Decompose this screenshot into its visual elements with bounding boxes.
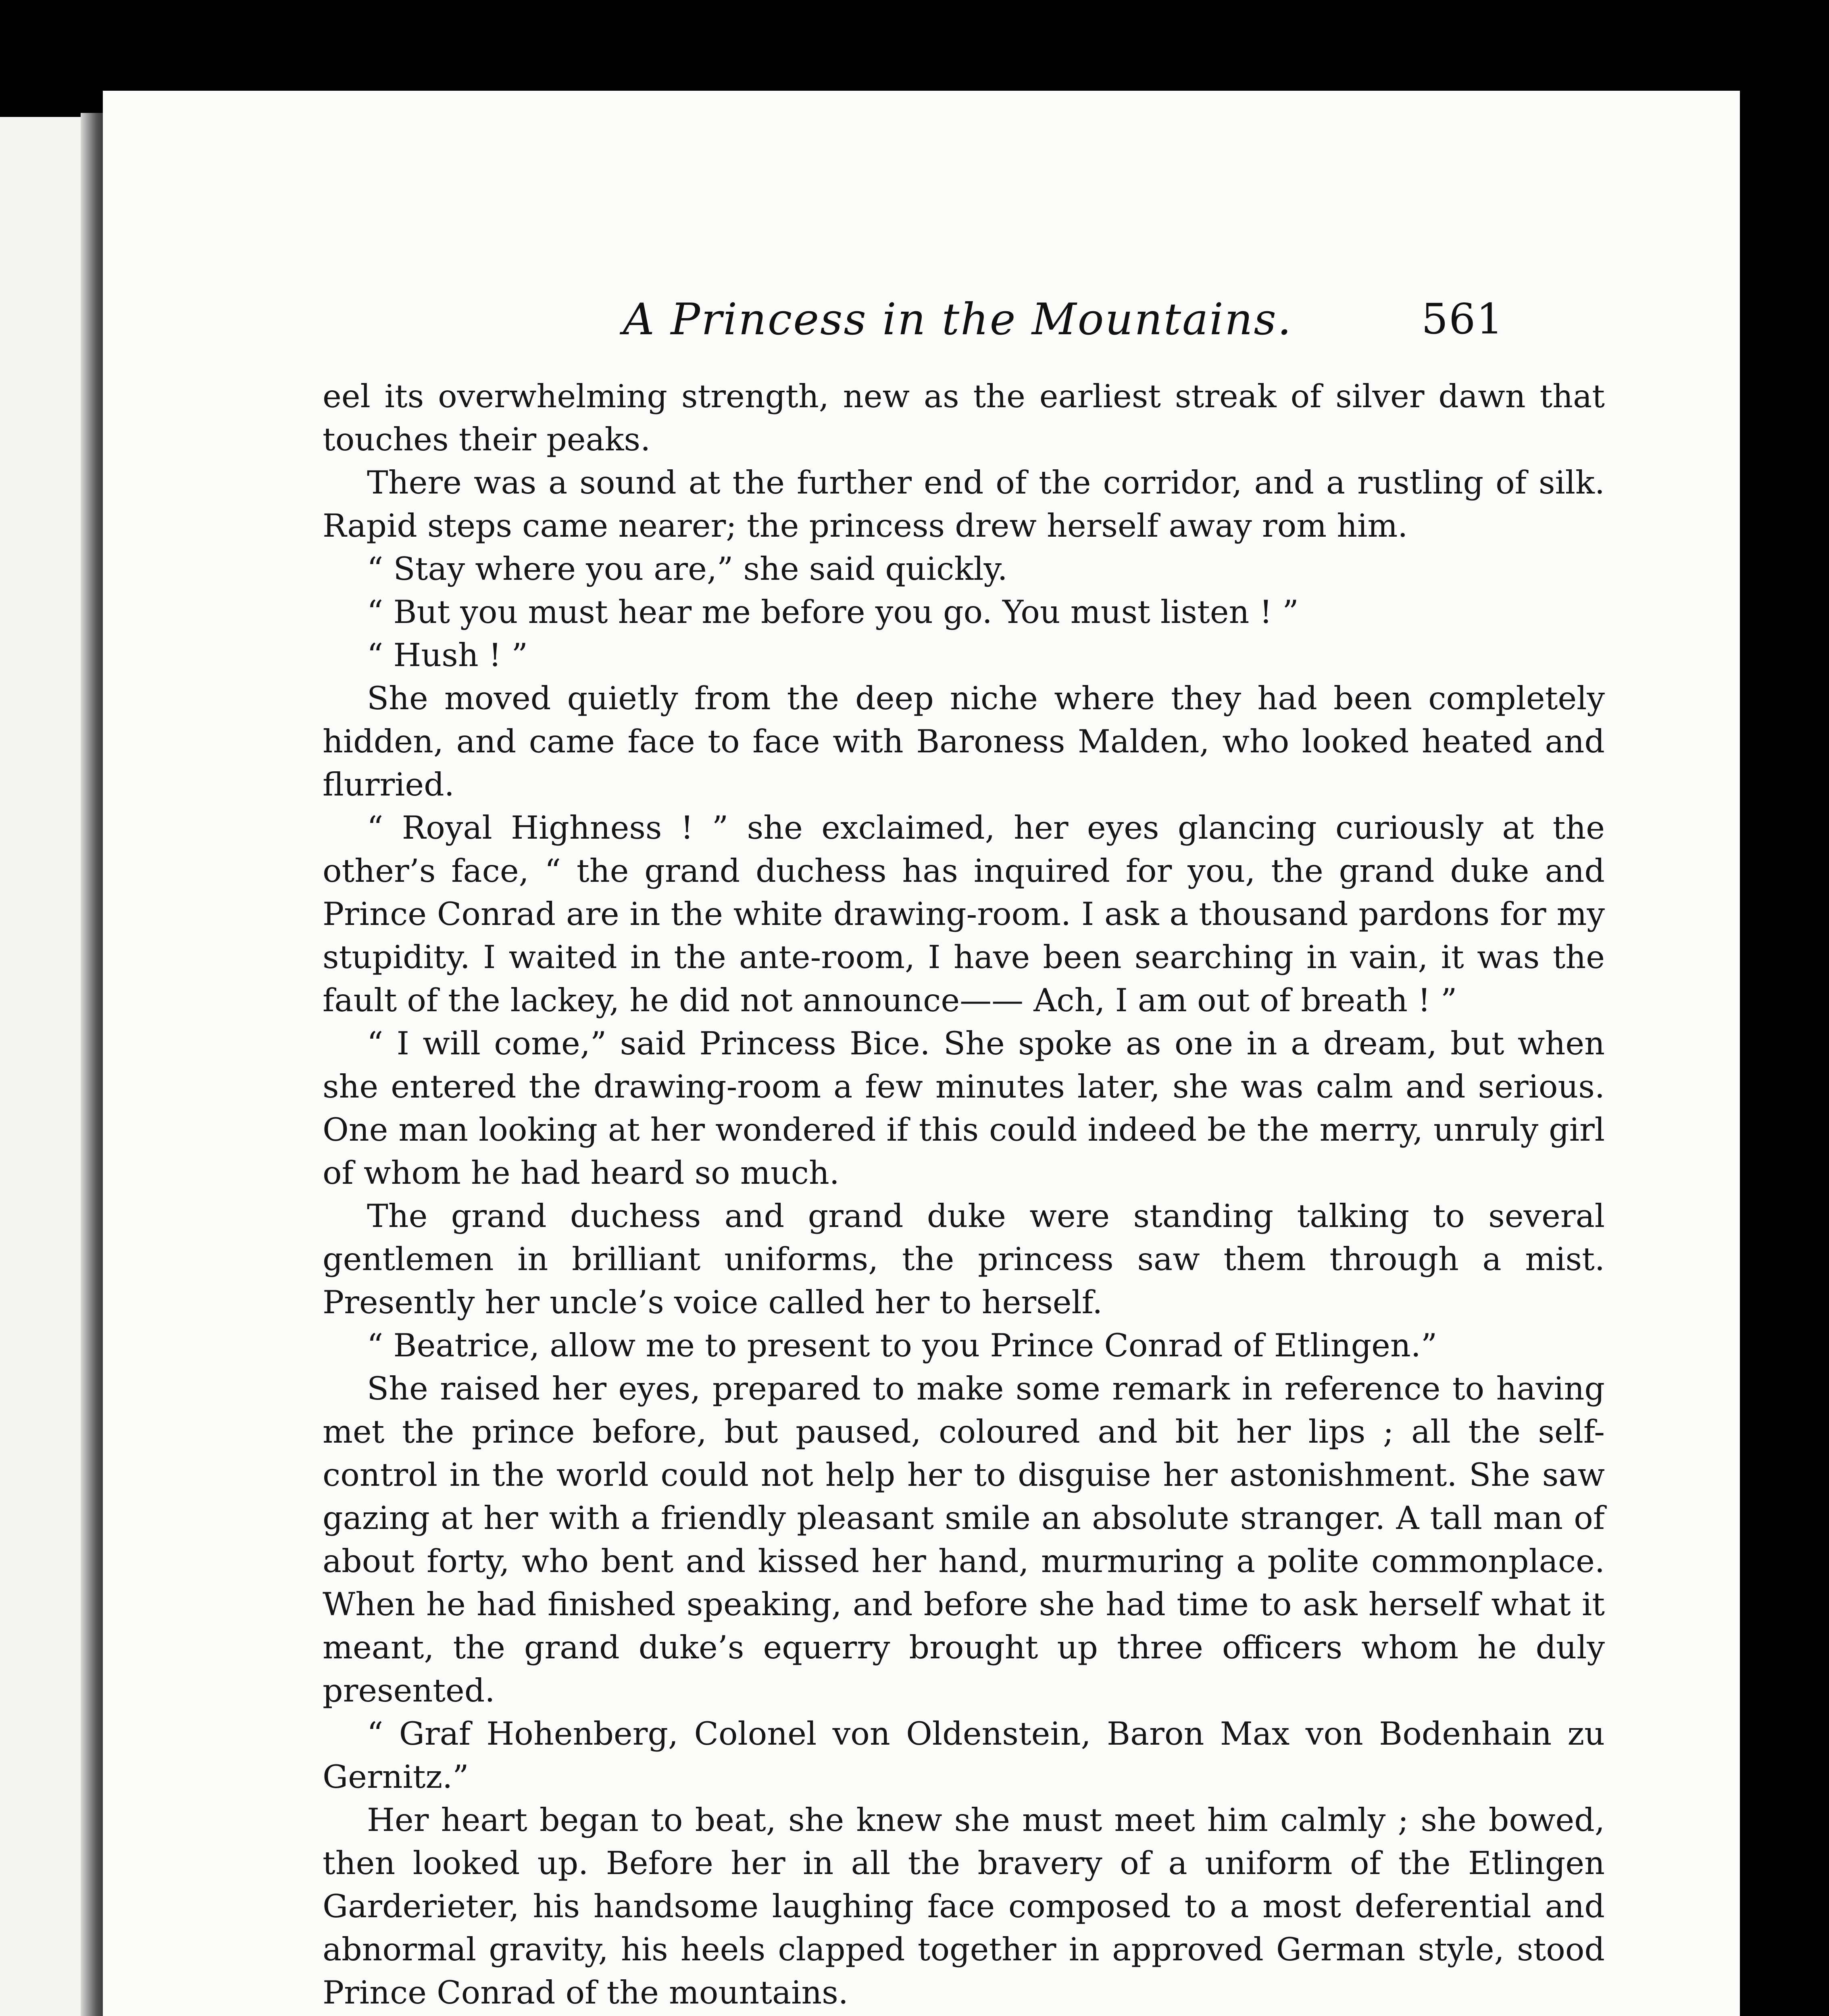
paragraph: “ But you must hear me before you go. You must listen ! ” [367, 594, 1299, 631]
paragraph: She raised her eyes, prepared to make some remark in reference to having met the prince before, but paused, coloured and bit her lips ; all the self-control in the world could not help her to disguise her astonishment. She saw gazing at her with a friendly pleasant smile an absolute stranger. A tall man of about forty, who bent and kissed her hand, murmuring a polite commonplace. When he had finished speaking, and before she had time to ask herself what it meant, the grand duke’s equerry brought up three officers whom he duly presented. [323, 1370, 1605, 1709]
paragraph: There was a sound at the further end of the corridor, and a rustling of silk. Rapid steps came nearer; the princess drew herself away rom him. [323, 464, 1605, 544]
book-page [103, 91, 1740, 2016]
paragraph: “ Stay where you are,” she said quickly. [367, 550, 1008, 587]
paragraph [323, 2014, 1605, 2016]
paragraph: Her heart began to beat, she knew she must meet him calmly ; she bowed, then looked up. Before her in all the bravery of a uniform of the Etlingen Garderieter, his handsome laughing face composed to a most deferential and abnormal gravity, his heels clapped together in approved German style, stood Prince Conrad of the mountains. [323, 1801, 1605, 2011]
paragraph: She moved quietly from the deep niche where they had been completely hidden, and came face to face with Baroness Malden, who looked heated and flurried. [323, 680, 1605, 803]
page-number: 561 [1421, 294, 1504, 344]
paragraph: “ Royal Highness ! ” she exclaimed, her eyes glancing curiously at the other’s face, “ the grand duchess has inquired for you, the grand duke and Prince Conrad are in the white drawing-room. I ask a thousand pardons for my stupidity. I waited in the ante-room, I have been searching in vain, it was the fault of the lackey, he did not announce—— Ach, I am out of breath ! ” [323, 809, 1605, 1019]
page-header [103, 294, 1740, 359]
paragraph: “ Hush ! ” [367, 637, 528, 674]
paragraph: “ Graf Hohenberg, Colonel von Oldenstein, Baron Max von Bodenhain zu Gernitz.” [323, 1715, 1605, 1795]
running-title: A Princess in the Mountains. [623, 294, 1293, 345]
body-text [323, 375, 1605, 2016]
paragraph: eel its overwhelming strength, new as the earliest streak of silver dawn that touches their peaks. [323, 378, 1605, 458]
paragraph: “ Beatrice, allow me to present to you Prince Conrad of Etlingen.” [367, 1327, 1437, 1364]
paragraph: “ I will come,” said Princess Bice. She spoke as one in a dream, but when she entered the drawing-room a few minutes later, she was calm and serious. One man looking at her wondered if this could indeed be the merry, unruly girl of whom he had heard so much. [323, 1025, 1605, 1191]
paragraph: The grand duchess and grand duke were standing talking to several gentlemen in brilliant uniforms, the princess saw them through a mist. Presently her uncle’s voice called her to herself. [323, 1198, 1605, 1321]
